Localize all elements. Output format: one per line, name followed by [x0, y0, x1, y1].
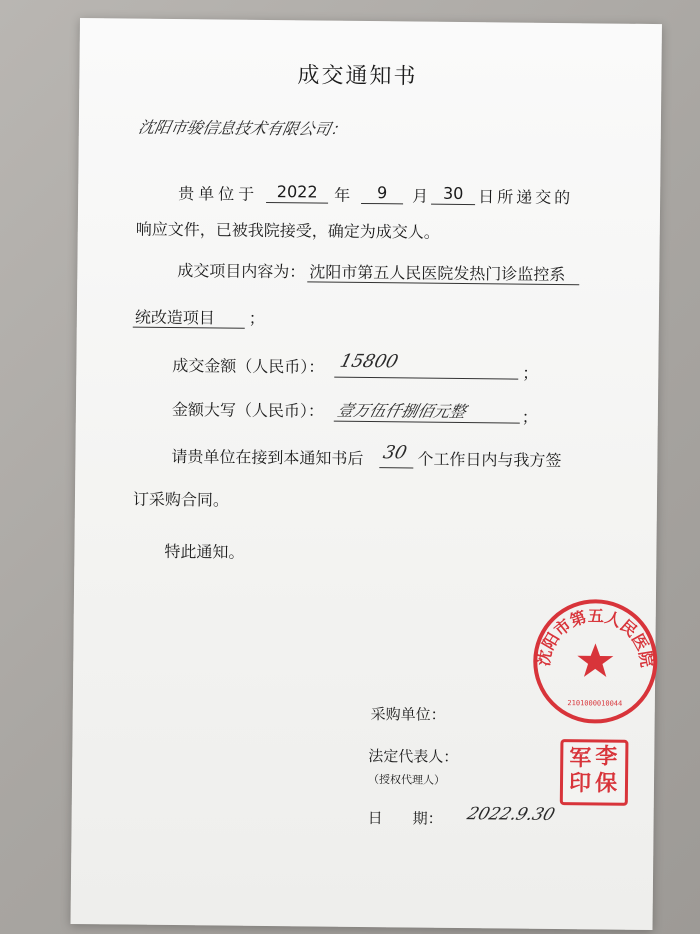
day-value: 30: [442, 183, 464, 204]
seal-number: 2101000010044: [567, 699, 623, 708]
amount-label: 成交金额（人民币）：: [172, 355, 325, 377]
amount-words-label: 金额大写（人民币）：: [171, 399, 325, 421]
amount-underline: [334, 377, 518, 380]
month-underline: [361, 203, 403, 204]
legal-rep-note: （授权代理人）: [367, 773, 446, 787]
star-icon: [577, 643, 613, 677]
amount-words-handwritten: 壹万伍仟捌佰元整: [335, 400, 468, 422]
seal-char-2: 李: [595, 744, 618, 770]
amount-value-handwritten: 15800: [337, 350, 401, 373]
notice-paper: [71, 18, 662, 930]
project-semicolon: ；: [248, 308, 265, 328]
seal-char-4: 保: [594, 771, 618, 797]
page-title: 成交通知书: [297, 63, 418, 90]
legal-rep-label: 法定代表人：: [368, 747, 459, 767]
project-name-line1: 沈阳市第五人民医院发热门诊监控系: [309, 262, 566, 285]
hospital-seal-stamp: [531, 597, 660, 726]
amount-words-underline: [334, 421, 520, 424]
amount-semicolon: ；: [522, 363, 539, 383]
contract-days-underline: [379, 467, 413, 468]
contract-prefix: 请贵单位在接到本通知书后: [171, 446, 364, 468]
project-underline-2: [133, 327, 245, 329]
month-value: 9: [376, 183, 388, 203]
day-underline: [431, 204, 475, 205]
addressee-handwritten: 沈阳市骏信息技术有限公司：: [136, 117, 349, 139]
date-handwritten: 2022.9.30: [464, 804, 558, 825]
year-unit: 年: [334, 185, 351, 205]
date-label: 日 期：: [367, 809, 443, 828]
year-underline: [266, 202, 328, 204]
closing-text: 特此通知。: [164, 541, 245, 562]
purchaser-label: 采购单位：: [370, 705, 446, 724]
seal-char-3: 印: [568, 771, 592, 797]
contract-line2: 订采购合同。: [132, 489, 230, 510]
seal-char-1: 军: [569, 746, 592, 772]
para1-suffix: 日所递交的: [478, 187, 574, 208]
year-value: 2022: [276, 182, 318, 202]
para1-prefix: 贵单位于: [178, 184, 259, 204]
project-label: 成交项目内容为：: [177, 261, 306, 282]
project-name-line2: 统改造项目: [134, 307, 215, 328]
amount-words-semicolon: ；: [521, 407, 538, 427]
month-unit: 月: [412, 186, 429, 206]
para1-line2: 响应文件，已被我院接受，确定为成交人。: [135, 219, 440, 242]
personal-seal-stamp: [560, 739, 629, 806]
contract-days-handwritten: 30: [381, 442, 409, 464]
contract-suffix: 个工作日内与我方签: [417, 449, 562, 471]
seal-text: 沈阳市第五人民医院: [533, 606, 657, 669]
